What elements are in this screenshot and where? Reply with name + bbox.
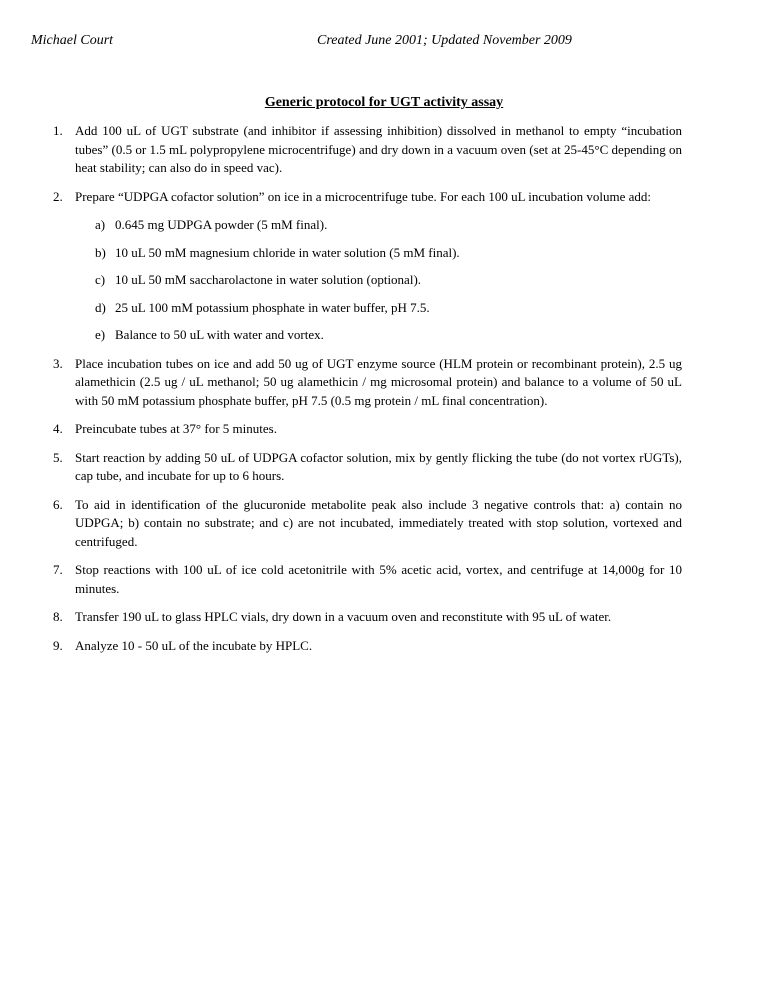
substep-text: 0.645 mg UDPGA powder (5 mM final). [115,217,328,232]
step-3 [0,355,768,411]
step-number: 7. [53,562,63,577]
substep-e [75,326,682,345]
step-9 [0,637,768,656]
step-5 [0,449,768,486]
step-1 [0,122,768,178]
step-text: Prepare “UDPGA cofactor solution” on ice in a microcentrifuge tube. For each 100 uL incubation volume add: [75,188,652,204]
substep-letter: d) [95,299,106,315]
step-number: 5. [53,449,63,465]
step-7 [0,561,768,598]
step-text: Analyze 10 - 50 uL of the incubate by HPLC. [75,637,313,653]
step-text: Stop reactions with 100 uL of ice cold acetonitrile with 5% acetic acid, vortex, and centrifuge at 14,000g for 10 minutes. [75,562,682,596]
substep-d [75,299,682,318]
step-text: Preincubate tubes at 37° for 5 minutes. [75,421,277,436]
step-text: To aid in identification of the glucuronide metabolite peak also include 3 negative controls that: a) contain no UDPGA; b) contain no substrate; and c) are not incubated, immediately treated with stop solution, vortexed and centrifuged. [75,496,682,549]
step-number: 4. [53,421,63,436]
step-number: 8. [53,609,63,624]
step-6 [0,496,768,552]
substep-text: 25 uL 100 mM potassium phosphate in water buffer, pH 7.5. [115,299,430,315]
step-4 [0,420,768,439]
step-text: Place incubation tubes on ice and add 50 ug of UGT enzyme source (HLM protein or recombinant protein), 2.5 ug alamethicin (2.5 ug / uL methanol; 50 ug alamethicin / mg microsomal protein) and balance to a volume of 50 uL with 50 mM potassium phosphate buffer, pH 7.5 (0.5 mg protein / mL final concentration). [75,355,682,408]
substep-c [75,271,682,290]
substep-letter: a) [95,217,106,232]
step-2 [0,188,768,345]
substep-letter: b) [95,244,106,260]
step-number: 9. [53,637,63,653]
step-text: Transfer 190 uL to glass HPLC vials, dry down in a vacuum oven and reconstitute with 95 uL of water. [75,609,612,624]
substep-a [75,216,682,235]
substep-letter: c) [95,272,106,287]
step-8 [0,608,768,627]
document-dates: Created June 2001; Updated November 2009 [317,33,572,48]
protocol-steps [0,122,768,665]
step-text: Add 100 uL of UGT substrate (and inhibitor if assessing inhibition) dissolved in methanol to empty “incubation tubes” (0.5 or 1.5 mL polypropylene microcentrifuge) and dry down in a vacuum oven (set at 25-45°C depending on heat stability; can also do in speed vac). [75,123,682,175]
substep-b [75,244,682,263]
substep-list [75,216,682,345]
document-title: Generic protocol for UGT activity assay [264,95,504,110]
substep-text: 10 uL 50 mM saccharolactone in water solution (optional). [115,272,422,287]
substep-text: Balance to 50 uL with water and vortex. [115,327,324,342]
step-number: 6. [53,496,63,512]
substep-text: 10 uL 50 mM magnesium chloride in water solution (5 mM final). [115,244,460,260]
step-number: 1. [53,123,63,138]
author-name: Michael Court [31,33,114,48]
step-number: 3. [53,355,63,371]
substep-letter: e) [95,327,106,342]
step-text: Start reaction by adding 50 uL of UDPGA cofactor solution, mix by gently flicking the tube (do not vortex rUGTs), cap tube, and incubate for up to 6 hours. [75,449,682,483]
step-number: 2. [53,188,63,204]
